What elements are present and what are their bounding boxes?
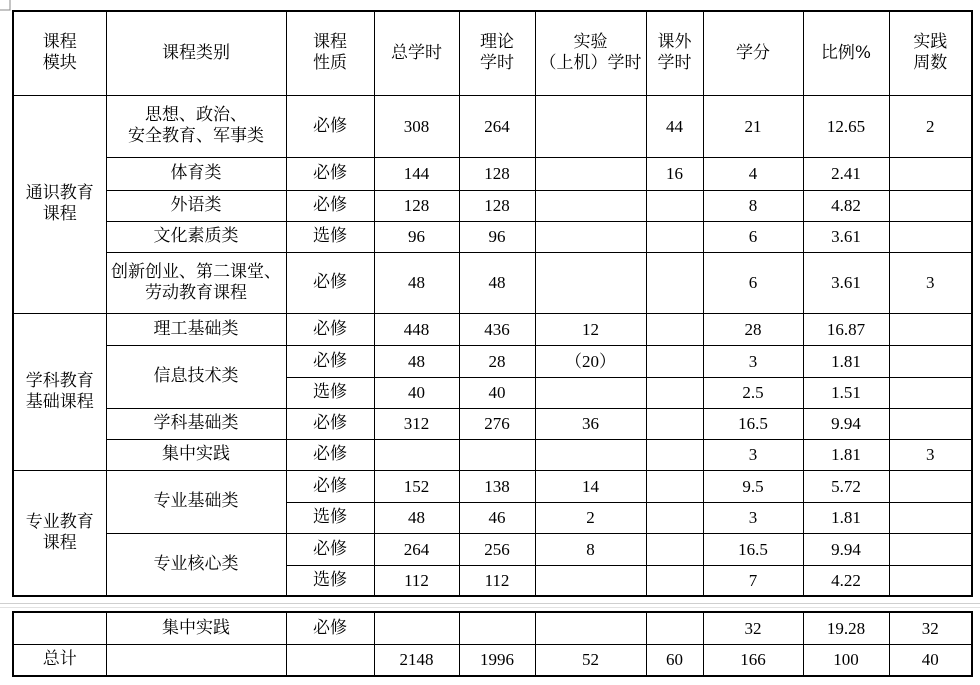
cell-theory <box>459 612 535 644</box>
cell-category: 创新创业、第二课堂、 劳动教育课程 <box>106 252 286 313</box>
cell-extra <box>646 313 703 345</box>
cell-extra <box>646 439 703 470</box>
cell-nature: 必修 <box>286 470 374 502</box>
summary-table <box>12 611 973 677</box>
page-break-line <box>0 607 980 608</box>
cell-lab <box>535 565 646 596</box>
header-extra-hours: 课外 学时 <box>646 11 703 95</box>
cell-credits: 28 <box>703 313 803 345</box>
cell-credits: 6 <box>703 221 803 252</box>
table-row <box>13 345 972 377</box>
cell-extra <box>646 612 703 644</box>
cell-module <box>13 612 106 644</box>
cell-lab: 14 <box>535 470 646 502</box>
cell-lab <box>535 157 646 190</box>
cell-ratio: 16.87 <box>803 313 889 345</box>
table-row <box>13 157 972 190</box>
cell-theory: 40 <box>459 377 535 408</box>
cell-weeks <box>889 345 972 377</box>
cell-extra <box>646 470 703 502</box>
cell-category: 集中实践 <box>106 612 286 644</box>
cell-total: 48 <box>374 345 459 377</box>
cell-total: 128 <box>374 190 459 221</box>
cell-nature <box>286 644 374 676</box>
summary-practice-row <box>13 612 972 644</box>
cell-category: 信息技术类 <box>106 345 286 408</box>
cell-extra: 16 <box>646 157 703 190</box>
cell-total: 448 <box>374 313 459 345</box>
cell-extra <box>646 252 703 313</box>
cell-weeks: 32 <box>889 612 972 644</box>
cell-theory: 436 <box>459 313 535 345</box>
cell-theory: 276 <box>459 408 535 439</box>
cell-lab <box>535 252 646 313</box>
cell-ratio: 1.81 <box>803 439 889 470</box>
module-general: 通识教育 课程 <box>13 95 106 313</box>
cell-credits: 8 <box>703 190 803 221</box>
cell-weeks <box>889 470 972 502</box>
cell-category <box>106 644 286 676</box>
cell-ratio: 1.81 <box>803 502 889 533</box>
cell-nature: 选修 <box>286 502 374 533</box>
cell-theory: 112 <box>459 565 535 596</box>
cell-theory <box>459 439 535 470</box>
cell-lab: （20） <box>535 345 646 377</box>
cell-nature: 必修 <box>286 533 374 565</box>
cell-total <box>374 612 459 644</box>
cell-extra <box>646 408 703 439</box>
cell-ratio: 9.94 <box>803 408 889 439</box>
cell-lab: 12 <box>535 313 646 345</box>
cell-category: 文化素质类 <box>106 221 286 252</box>
cell-ratio: 4.82 <box>803 190 889 221</box>
cell-total: 48 <box>374 502 459 533</box>
cell-weeks <box>889 408 972 439</box>
cell-lab: 52 <box>535 644 646 676</box>
cell-lab <box>535 377 646 408</box>
cell-nature: 必修 <box>286 408 374 439</box>
table-row <box>13 95 972 157</box>
header-credits: 学分 <box>703 11 803 95</box>
cell-category: 集中实践 <box>106 439 286 470</box>
cell-category: 学科基础类 <box>106 408 286 439</box>
cell-category: 理工基础类 <box>106 313 286 345</box>
cell-total: 152 <box>374 470 459 502</box>
table-row <box>13 533 972 565</box>
cell-theory: 1996 <box>459 644 535 676</box>
header-row <box>13 11 972 95</box>
cell-credits: 7 <box>703 565 803 596</box>
cell-credits: 166 <box>703 644 803 676</box>
cell-total: 48 <box>374 252 459 313</box>
cell-lab <box>535 439 646 470</box>
cell-lab <box>535 221 646 252</box>
cell-theory: 46 <box>459 502 535 533</box>
cell-weeks: 3 <box>889 252 972 313</box>
cell-total: 144 <box>374 157 459 190</box>
cell-lab <box>535 612 646 644</box>
cell-nature: 选修 <box>286 221 374 252</box>
cell-weeks <box>889 221 972 252</box>
cell-ratio: 12.65 <box>803 95 889 157</box>
cell-lab <box>535 190 646 221</box>
cell-weeks: 3 <box>889 439 972 470</box>
cell-theory: 96 <box>459 221 535 252</box>
header-theory-hours: 理论 学时 <box>459 11 535 95</box>
cell-credits: 3 <box>703 502 803 533</box>
cell-ratio: 5.72 <box>803 470 889 502</box>
cell-nature: 必修 <box>286 190 374 221</box>
cell-total <box>374 439 459 470</box>
curriculum-table <box>12 10 973 597</box>
cell-total: 40 <box>374 377 459 408</box>
cell-credits: 21 <box>703 95 803 157</box>
cell-extra <box>646 533 703 565</box>
header-ratio: 比例% <box>803 11 889 95</box>
cell-nature: 选修 <box>286 377 374 408</box>
cell-lab <box>535 95 646 157</box>
cell-category: 专业核心类 <box>106 533 286 596</box>
cell-ratio: 9.94 <box>803 533 889 565</box>
cell-total: 264 <box>374 533 459 565</box>
cell-weeks <box>889 533 972 565</box>
cell-weeks: 2 <box>889 95 972 157</box>
cell-credits: 2.5 <box>703 377 803 408</box>
page-break-line <box>0 603 980 604</box>
cell-extra <box>646 565 703 596</box>
cell-total: 308 <box>374 95 459 157</box>
cell-weeks <box>889 502 972 533</box>
cell-theory: 264 <box>459 95 535 157</box>
cell-credits: 16.5 <box>703 533 803 565</box>
cell-extra <box>646 502 703 533</box>
cell-theory: 128 <box>459 157 535 190</box>
table-row <box>13 190 972 221</box>
table-row <box>13 252 972 313</box>
cell-total: 2148 <box>374 644 459 676</box>
cell-extra <box>646 345 703 377</box>
cell-credits: 16.5 <box>703 408 803 439</box>
cell-category: 思想、政治、 安全教育、军事类 <box>106 95 286 157</box>
cell-category: 外语类 <box>106 190 286 221</box>
total-label: 总计 <box>13 644 106 676</box>
table-row <box>13 313 972 345</box>
cell-ratio: 19.28 <box>803 612 889 644</box>
cell-extra <box>646 221 703 252</box>
cell-weeks <box>889 565 972 596</box>
header-module: 课程 模块 <box>13 11 106 95</box>
cell-weeks: 40 <box>889 644 972 676</box>
cell-ratio: 1.81 <box>803 345 889 377</box>
module-discipline: 学科教育 基础课程 <box>13 313 106 470</box>
header-category: 课程类别 <box>106 11 286 95</box>
summary-total-row <box>13 644 972 676</box>
cell-lab: 8 <box>535 533 646 565</box>
cell-extra: 60 <box>646 644 703 676</box>
cell-weeks <box>889 313 972 345</box>
cell-credits: 6 <box>703 252 803 313</box>
cell-ratio: 4.22 <box>803 565 889 596</box>
cell-weeks <box>889 190 972 221</box>
cell-theory: 138 <box>459 470 535 502</box>
cell-ratio: 2.41 <box>803 157 889 190</box>
cell-lab: 36 <box>535 408 646 439</box>
cell-nature: 必修 <box>286 95 374 157</box>
cell-ratio: 3.61 <box>803 221 889 252</box>
cell-nature: 必修 <box>286 345 374 377</box>
cell-nature: 必修 <box>286 252 374 313</box>
cell-lab: 2 <box>535 502 646 533</box>
cell-credits: 32 <box>703 612 803 644</box>
table-row <box>13 221 972 252</box>
cell-total: 112 <box>374 565 459 596</box>
cell-credits: 9.5 <box>703 470 803 502</box>
cell-nature: 必修 <box>286 439 374 470</box>
header-lab-hours: 实验 （上机）学时 <box>535 11 646 95</box>
cell-credits: 3 <box>703 345 803 377</box>
cell-theory: 256 <box>459 533 535 565</box>
module-major: 专业教育 课程 <box>13 470 106 596</box>
cell-extra: 44 <box>646 95 703 157</box>
cell-theory: 28 <box>459 345 535 377</box>
header-nature: 课程 性质 <box>286 11 374 95</box>
cell-theory: 128 <box>459 190 535 221</box>
cell-total: 96 <box>374 221 459 252</box>
table-row <box>13 408 972 439</box>
cell-nature: 必修 <box>286 157 374 190</box>
cell-credits: 3 <box>703 439 803 470</box>
table-row <box>13 439 972 470</box>
cell-weeks <box>889 157 972 190</box>
cell-ratio: 1.51 <box>803 377 889 408</box>
header-total-hours: 总学时 <box>374 11 459 95</box>
header-practice-weeks: 实践 周数 <box>889 11 972 95</box>
cell-ratio: 100 <box>803 644 889 676</box>
cell-ratio: 3.61 <box>803 252 889 313</box>
cell-weeks <box>889 377 972 408</box>
cell-total: 312 <box>374 408 459 439</box>
cell-nature: 必修 <box>286 313 374 345</box>
cell-category: 专业基础类 <box>106 470 286 533</box>
cell-theory: 48 <box>459 252 535 313</box>
cell-extra <box>646 190 703 221</box>
cell-extra <box>646 377 703 408</box>
corner-mark-icon <box>0 0 12 12</box>
cell-nature: 必修 <box>286 612 374 644</box>
cell-nature: 选修 <box>286 565 374 596</box>
cell-category: 体育类 <box>106 157 286 190</box>
table-row <box>13 470 972 502</box>
cell-credits: 4 <box>703 157 803 190</box>
